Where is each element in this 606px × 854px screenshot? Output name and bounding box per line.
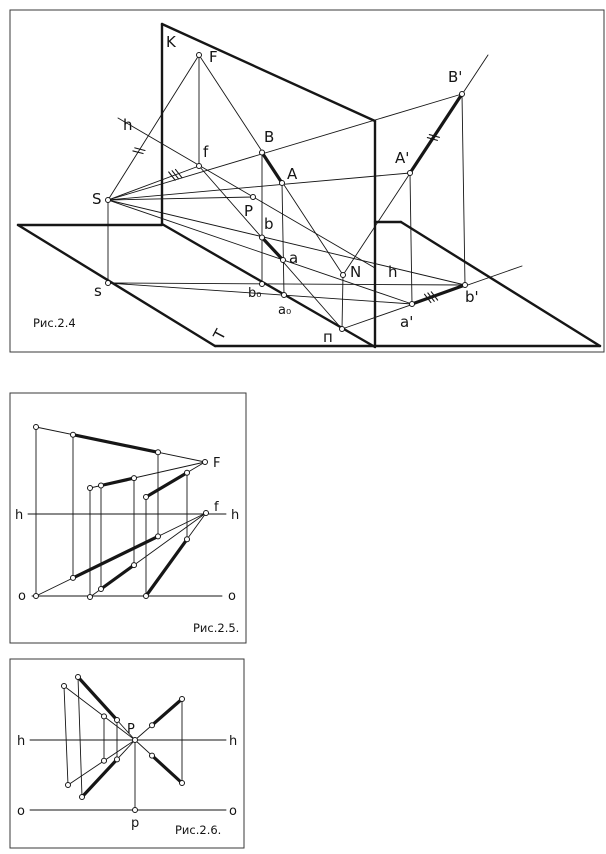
figure-2-4 [10,10,604,352]
point [34,425,39,430]
point [156,534,161,539]
label-o-left: o [18,589,26,604]
label-F: F [209,48,218,66]
point [115,757,120,762]
figure-2-6-labels [17,722,237,837]
label-T: T [209,326,230,343]
label-o-right: o [229,804,237,819]
label-s: s [94,282,102,300]
edge-top-b [101,478,134,485]
label-A-prime: A' [395,149,410,167]
point-B-prime [460,92,465,97]
point [185,537,190,542]
point-F [203,460,208,465]
label-P: P [244,202,254,220]
figure-2-4-frame [10,10,604,352]
point-s [106,281,111,286]
figure-2-4-caption: Рис.2.4 [33,316,76,330]
ray-a1-P [64,686,135,740]
label-h-left: h [15,508,24,523]
point [132,476,137,481]
label-B: B [264,128,275,146]
label-b: b [264,215,274,233]
point [62,684,67,689]
parallel-mark-S-F [133,151,143,154]
point-a [281,258,286,263]
point-p [133,808,138,813]
parallel-mark-S-F [135,148,145,151]
vertical-A-a0 [282,183,284,295]
label-a: a [289,249,299,267]
point-N [341,273,346,278]
label-N: N [350,263,362,281]
point-F [197,53,202,58]
vertical-left-outer [64,686,68,785]
point [150,723,155,728]
point-B [260,150,265,155]
point [150,753,155,758]
vertical-N-n [342,275,343,329]
edge-bottom-c [146,539,187,596]
point-a-prime [410,302,415,307]
point [99,483,104,488]
point-a0 [282,293,287,298]
point [76,675,81,680]
edge-thick-bottom-left [82,759,117,797]
edge-thick-top-right [152,699,182,725]
figure-2-6-caption: Рис.2.6. [175,823,222,837]
point-n [340,327,345,332]
point-S [106,198,111,203]
point [115,718,120,723]
figure-2-5-frame [10,393,246,643]
label-B-prime: B' [448,68,463,86]
vertical-left-mid [78,677,82,797]
point-b [260,235,265,240]
label-h-right: h [229,734,238,749]
point [66,783,71,788]
label-K: K [166,33,176,51]
label-A: A [287,165,298,183]
point [180,697,185,702]
label-F: F [213,456,221,471]
point-b-prime [463,283,468,288]
point [80,795,85,800]
segment-A-B [262,153,282,184]
point [185,470,190,475]
label-b-prime: b' [465,288,479,306]
label-P: P [127,722,135,737]
figure-2-5 [10,393,246,643]
segment-A-prime-B-prime [410,94,462,173]
label-h-right: h [231,508,240,523]
point [34,594,39,599]
vertical-B-prime-b-prime [462,94,465,285]
point [88,486,93,491]
label-o-right: o [228,589,236,604]
figure-2-6 [10,659,244,848]
point-f [197,164,202,169]
horizon-line-h [118,118,375,268]
point-A [280,181,285,186]
point [102,758,107,763]
label-S: S [92,190,102,208]
point [99,587,104,592]
ray-S-F [108,55,199,200]
edge-bottom-b [101,565,134,589]
ground-plane-t-right-edge [401,222,600,346]
point [132,563,137,568]
point [71,432,76,437]
point [144,594,149,599]
point [144,495,149,500]
label-o-left: o [17,804,25,819]
point [156,450,161,455]
figure-2-5-labels [15,456,239,635]
edge-thick-bottom-right [152,756,182,783]
segment-a-prime-b-prime [412,285,465,304]
ray-S-f [108,166,199,200]
point-A-prime [408,171,413,176]
label-a0: a₀ [278,303,292,318]
picture-plane-k-top-edge [162,24,375,121]
label-f: f [203,143,209,161]
point-f [204,511,209,516]
label-h-right: h [388,263,398,281]
point-P [133,738,138,743]
point [88,595,93,600]
point [102,714,107,719]
edge-top-a [73,435,158,453]
point-P [251,195,256,200]
figure-2-4-geometry [18,24,600,347]
label-p: p [131,816,140,831]
label-h-left: h [17,734,26,749]
label-h-left: h [123,116,133,134]
figure-2-5-caption: Рис.2.5. [193,621,240,635]
label-n: п [323,328,333,346]
label-b0: b₀ [248,286,262,301]
figure-2-6-geometry [30,675,226,813]
edge-top-c [146,473,187,497]
label-a-prime: a' [400,313,414,331]
figure-2-5-geometry [28,425,226,600]
point [71,575,76,580]
edge-thick-top-left [78,677,117,720]
figure-2-6-frame [10,659,244,848]
point [180,781,185,786]
label-f: f [214,500,219,515]
